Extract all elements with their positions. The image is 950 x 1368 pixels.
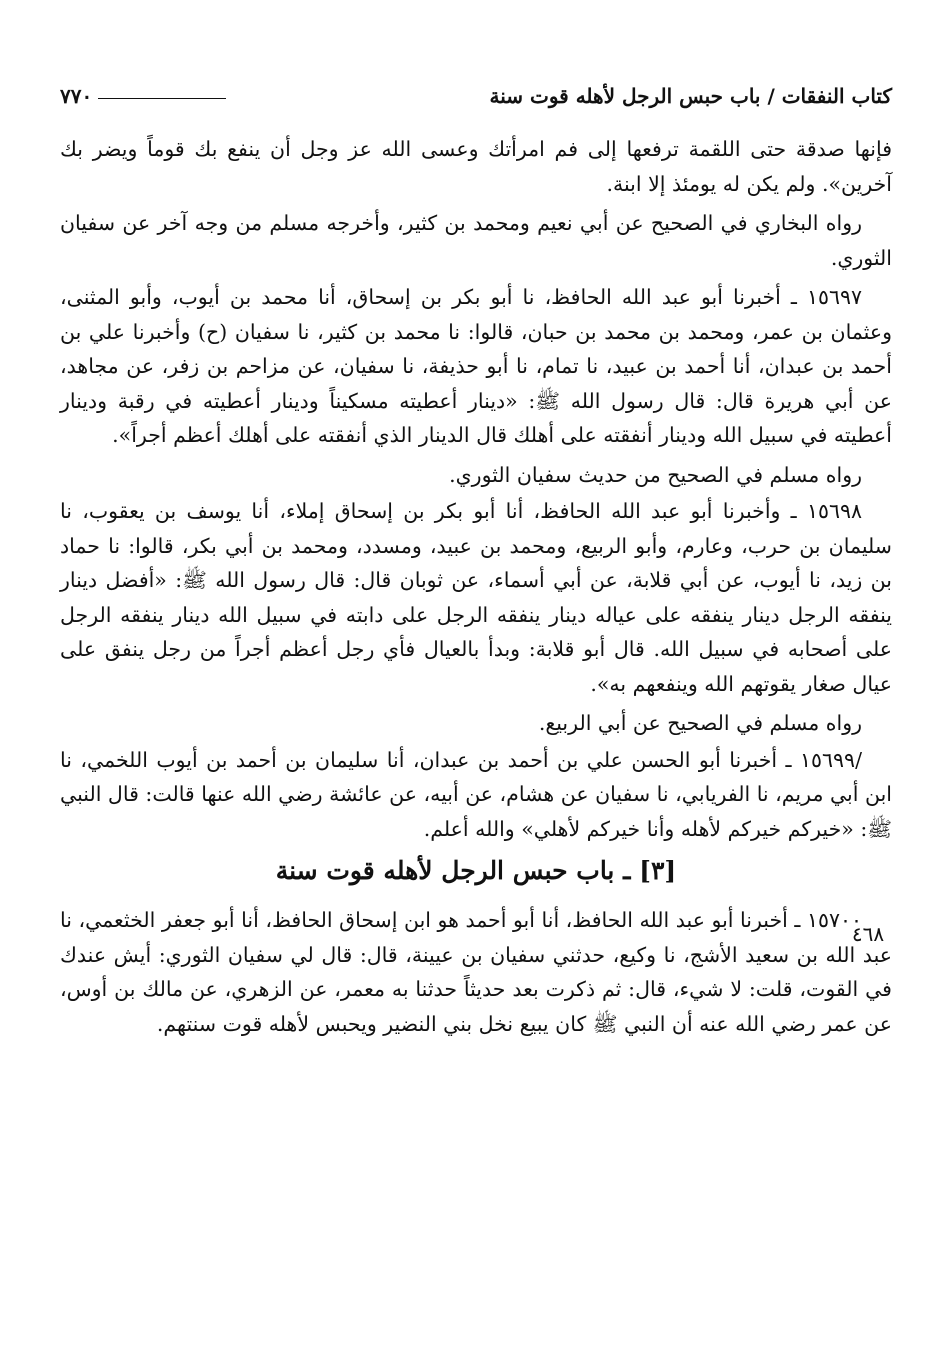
paragraph-hadith-15700: ١٥٧٠٠ ـ أخبرنا أبو عبد الله الحافظ، أنا أبو أحمد هو ابن إسحاق الحافظ، أنا أبو جعفر الخثعمي، نا عبد الله بن سعيد الأشج، نا وكيع، حدثني سفيان بن عيينة، قال: قال لي سفيان الثوري: أيش عندك في القوت، قلت: لا شيء، قال: ثم ذكرت بعد حديثاً حدثنا به معمر، عن الزهري، عن مالك بن أوس، عن عمر رضي الله عنه أن النبي ﷺ كان يبيع نخل بني النضير ويحبس لأهله قوت سنتهم.	[60, 908, 892, 1036]
page-number-group	[60, 84, 230, 108]
paragraph-continuation: فإنها صدقة حتى اللقمة ترفعها إلى فم امرأتك وعسى الله عز وجل أن ينفع بك قوماً ويضر بك آخرين». ولم يكن له يومئذ إلا ابنة.	[60, 137, 892, 196]
paragraph-narration-note: رواه مسلم في الصحيح عن أبي الربيع.	[538, 711, 862, 735]
book-page	[60, 84, 892, 1046]
paragraph-hadith-15698: ١٥٦٩٨ ـ وأخبرنا أبو عبد الله الحافظ، أنا أبو بكر بن إسحاق إملاء، أنا يوسف بن يعقوب، نا سليمان بن حرب، وعارم، وأبو الربيع، ومحمد بن عبيد، ومسدد، ومحمد بن أبي بكر، قالوا: نا حماد بن زيد، نا أيوب، عن أبي قلابة، عن أبي أسماء، عن ثوبان قال: قال رسول الله ﷺ: «أفضل دينار ينفقه الرجل دينار ينفقه على عياله دينار ينفقه الرجل على دابته في سبيل الله دينار ينفقه الرجل على أصحابه في سبيل الله. قال أبو قلابة: وبدأ بالعيال فأي رجل أعظم أجراً من رجل ينفق على عيال صغار يقوتهم الله وينفعهم به».	[60, 499, 892, 696]
page-number: ٧٧٠	[60, 84, 93, 108]
paragraph-narration-note: رواه مسلم في الصحيح من حديث سفيان الثوري.	[449, 462, 862, 487]
paragraph-hadith-15699: /١٥٦٩٩ ـ أخبرنا أبو الحسن علي بن أحمد بن عبدان، أنا سليمان بن أحمد بن أيوب اللخمي، نا ابن أبي مريم، نا الفريابي، نا سفيان عن هشام، عن أبيه، عن عائشة رضي الله عنها قالت: قال النبي ﷺ: «خيركم خيركم لأهله وأنا خيركم لأهلي» والله أعلم.	[60, 747, 892, 841]
paragraph-narration-note: رواه البخاري في الصحيح عن أبي نعيم ومحمد بن كثير، وأخرجه مسلم من وجه آخر عن سفيان الثوري.	[60, 211, 892, 270]
running-header	[60, 84, 892, 118]
paragraph-hadith-15697: ١٥٦٩٧ ـ أخبرنا أبو عبد الله الحافظ، نا أبو بكر بن إسحاق، أنا محمد بن أيوب، وأبو المثنى، وعثمان بن عمر، ومحمد بن محمد بن حبان، قالوا: نا محمد بن كثير، نا سفيان (ح) وأخبرنا علي بن أحمد بن عبدان، أنا أحمد بن عبيد، نا تمام، نا أبو حذيفة، نا سفيان، عن مزاحم بن زفر، عن مجاهد، عن أبي هريرة قال: قال رسول الله ﷺ: «دينار أعطيته مسكيناً ودينار أعطيته في رقبة ودينار أعطيته في سبيل الله ودينار أنفقته على أهلك قال الدينار الذي أنفقته على أهلك أعظم أجراً».	[60, 285, 892, 447]
running-title: كتاب النفقات / باب حبس الرجل لأهله قوت سنة	[489, 84, 892, 108]
margin-folio-number: ٤٦٨	[851, 922, 885, 946]
body-text	[60, 132, 892, 1041]
header-rule	[98, 98, 226, 99]
section-heading: [٣] ـ باب حبس الرجل لأهله قوت سنة	[275, 856, 677, 885]
